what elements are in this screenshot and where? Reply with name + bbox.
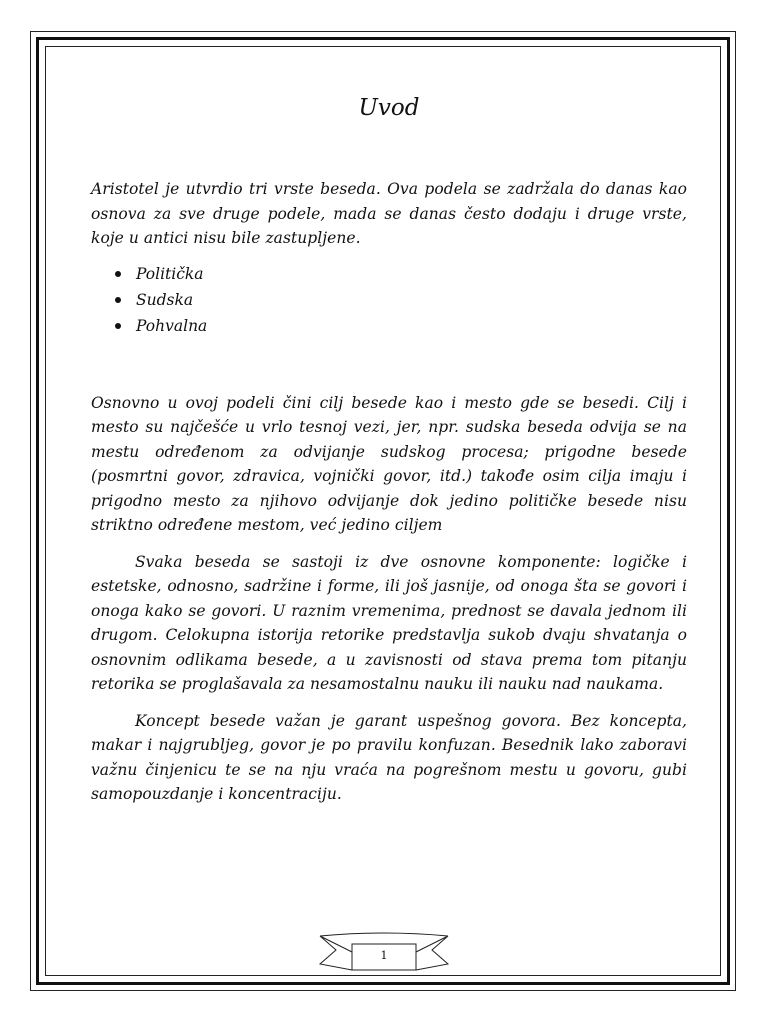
list-item xyxy=(91,313,687,339)
speech-types-list xyxy=(91,261,687,339)
list-item-label: Sudska xyxy=(136,290,194,309)
list-item xyxy=(91,261,687,287)
body-paragraph-4: Koncept besede važan je garant uspešnog govora. Bez koncepta, makar i najgrubljeg, govor je po pravilu konfuzan. Besednik lako zaboravi važnu činjenicu te se na nju vraća na pogrešnom mestu u govoru, gubi samopouzdanje i koncentraciju. xyxy=(91,711,687,803)
bullet-icon xyxy=(115,323,121,329)
page-number: 1 xyxy=(380,949,388,962)
bullet-icon xyxy=(115,297,121,303)
list-item-label: Pohvalna xyxy=(136,316,208,335)
intro-paragraph: Aristotel je utvrdio tri vrste beseda. Ova podela se zadržala do danas kao osnova za sve druge podele, mada se danas često dodaju i druge vrste, koje u antici nisu bile zastupljene. xyxy=(91,180,687,247)
page-title: Uvod xyxy=(358,95,420,121)
document-body xyxy=(91,90,687,807)
body-paragraph-3: Svaka beseda se sastoji iz dve osnovne komponente: logičke i estetske, odnosno, sadržine i forme, ili još jasnije, od onoga šta se govori i onoga kako se govori. U raznim vremenima, prednost se davala jednom ili drugom. Celokupna istorija retorike predstavlja sukob dvaju shvatanja o osnovnim odlikama besede, a u zavisnosti od stava prema tom pitanju retorika se proglašavala za nesamostalnu nauku ili nauku nad naukama. xyxy=(91,552,687,693)
list-item-label: Politička xyxy=(136,264,204,283)
body-paragraph-2: Osnovno u ovoj podeli čini cilj besede kao i mesto gde se besedi. Cilj i mesto su najčešće u vrlo tesnoj vezi, jer, npr. sudska beseda odvija se na mestu određenom za odvijanje sudskog procesa; prigodne besede (posmrtni govor, zdravica, vojnički govor, itd.) takođe osim cilja imaju i prigodno mesto za njihovo odvijanje dok jedino političke besede nisu striktno određene mestom, već jedino ciljem xyxy=(91,393,687,534)
list-item xyxy=(91,287,687,313)
bullet-icon xyxy=(115,271,121,277)
